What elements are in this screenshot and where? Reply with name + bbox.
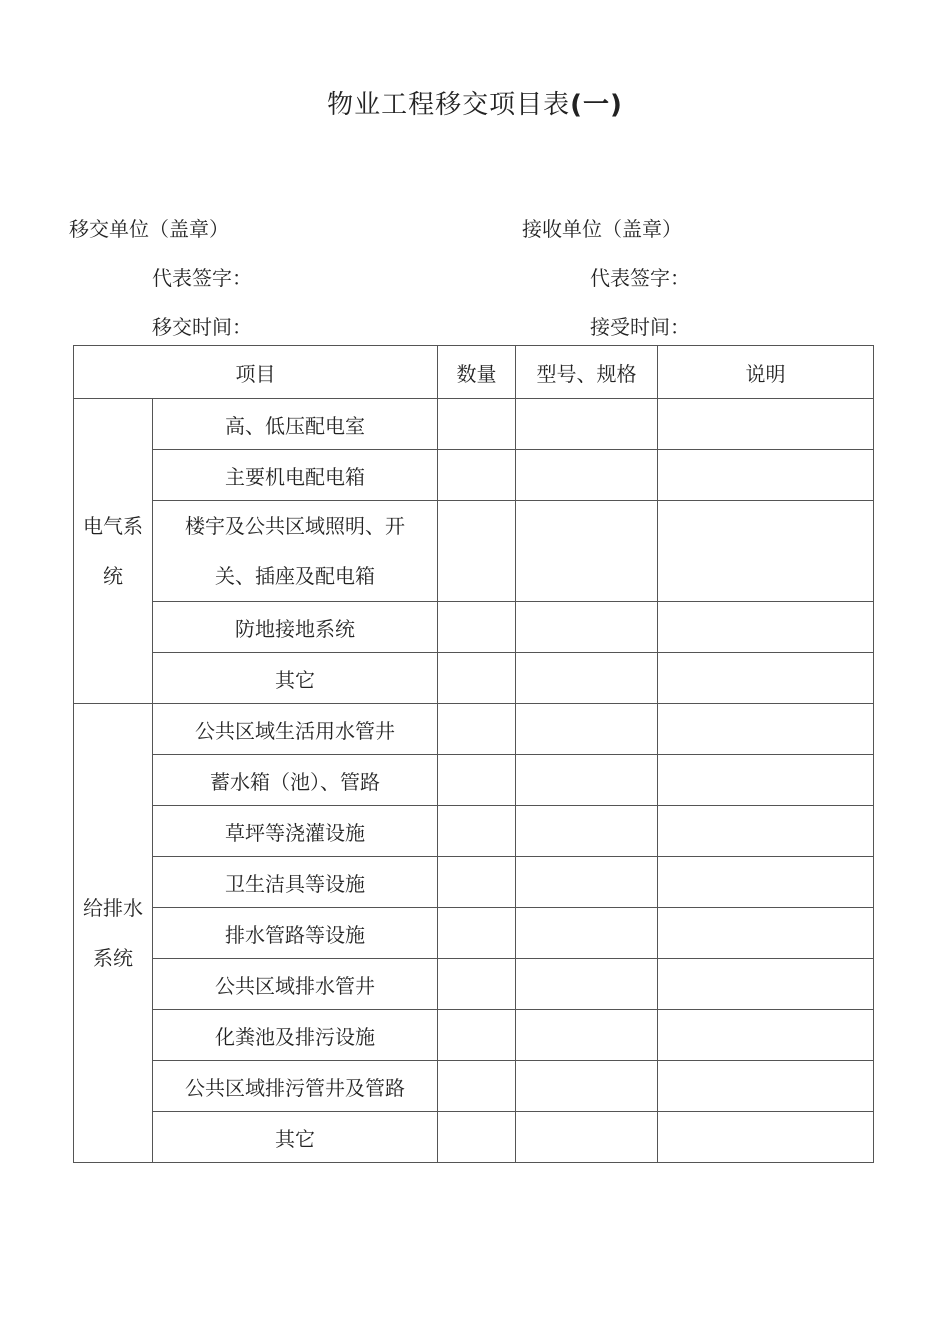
item-cell: 公共区域排污管井及管路: [153, 1061, 438, 1112]
model-cell[interactable]: [516, 602, 658, 653]
header-note: 说明: [658, 346, 874, 399]
item-cell: 防地接地系统: [153, 602, 438, 653]
quantity-cell[interactable]: [438, 908, 516, 959]
table-row: [74, 1010, 874, 1061]
model-cell[interactable]: [516, 1010, 658, 1061]
table-row: [74, 857, 874, 908]
header-quantity: 数量: [438, 346, 516, 399]
quantity-cell[interactable]: [438, 501, 516, 602]
handover-table: [73, 345, 874, 1163]
item-cell: [153, 501, 438, 602]
quantity-cell[interactable]: [438, 602, 516, 653]
quantity-cell[interactable]: [438, 1061, 516, 1112]
transfer-unit-label: 移交单位（盖章）: [69, 217, 229, 241]
item-cell: 草坪等浇灌设施: [153, 806, 438, 857]
quantity-cell[interactable]: [438, 653, 516, 704]
model-cell[interactable]: [516, 959, 658, 1010]
model-cell[interactable]: [516, 806, 658, 857]
category-line: 系统: [93, 946, 133, 970]
note-cell[interactable]: [658, 602, 874, 653]
table-row: [74, 1061, 874, 1112]
note-cell[interactable]: [658, 1010, 874, 1061]
quantity-cell[interactable]: [438, 857, 516, 908]
note-cell[interactable]: [658, 399, 874, 450]
transfer-signature-label: 代表签字：: [152, 266, 252, 290]
quantity-cell[interactable]: [438, 1112, 516, 1163]
model-cell[interactable]: [516, 704, 658, 755]
receive-unit-label: 接收单位（盖章）: [522, 217, 682, 241]
model-cell[interactable]: [516, 1112, 658, 1163]
item-cell: 卫生洁具等设施: [153, 857, 438, 908]
item-cell: 排水管路等设施: [153, 908, 438, 959]
table-header-row: [74, 346, 874, 399]
model-cell[interactable]: [516, 908, 658, 959]
table-row: [74, 602, 874, 653]
table-row: [74, 450, 874, 501]
category-electrical: [74, 399, 153, 704]
note-cell[interactable]: [658, 501, 874, 602]
header-item: 项目: [74, 346, 438, 399]
table-row: [74, 806, 874, 857]
table-row: [74, 908, 874, 959]
table-row: [74, 653, 874, 704]
note-cell[interactable]: [658, 1112, 874, 1163]
note-cell[interactable]: [658, 806, 874, 857]
note-cell[interactable]: [658, 857, 874, 908]
note-cell[interactable]: [658, 908, 874, 959]
model-cell[interactable]: [516, 857, 658, 908]
category-line: 电气系: [83, 514, 143, 538]
model-cell[interactable]: [516, 755, 658, 806]
item-cell: 蓄水箱（池）、管路: [153, 755, 438, 806]
quantity-cell[interactable]: [438, 1010, 516, 1061]
quantity-cell[interactable]: [438, 806, 516, 857]
quantity-cell[interactable]: [438, 399, 516, 450]
title-text: 物业工程移交项目表: [327, 90, 571, 120]
title-suffix: (一): [570, 90, 623, 120]
item-cell: 其它: [153, 1112, 438, 1163]
item-cell: 化粪池及排污设施: [153, 1010, 438, 1061]
item-cell: 其它: [153, 653, 438, 704]
receive-time-label: 接受时间：: [590, 315, 690, 339]
model-cell[interactable]: [516, 1061, 658, 1112]
category-line: 统: [103, 564, 123, 588]
model-cell[interactable]: [516, 501, 658, 602]
page-title: [0, 84, 950, 121]
item-line: 关、插座及配电箱: [215, 564, 375, 588]
model-cell[interactable]: [516, 653, 658, 704]
header-model: 型号、规格: [516, 346, 658, 399]
quantity-cell[interactable]: [438, 450, 516, 501]
item-cell: 公共区域排水管井: [153, 959, 438, 1010]
table-row: [74, 704, 874, 755]
table-row: [74, 399, 874, 450]
note-cell[interactable]: [658, 755, 874, 806]
item-line: 楼宇及公共区域照明、开: [185, 514, 405, 538]
table-row: [74, 501, 874, 602]
table-row: [74, 1112, 874, 1163]
note-cell[interactable]: [658, 653, 874, 704]
quantity-cell[interactable]: [438, 704, 516, 755]
model-cell[interactable]: [516, 450, 658, 501]
transfer-time-label: 移交时间：: [152, 315, 252, 339]
note-cell[interactable]: [658, 450, 874, 501]
item-cell: 公共区域生活用水管井: [153, 704, 438, 755]
category-water: [74, 704, 153, 1163]
quantity-cell[interactable]: [438, 755, 516, 806]
note-cell[interactable]: [658, 959, 874, 1010]
item-cell: 高、低压配电室: [153, 399, 438, 450]
note-cell[interactable]: [658, 1061, 874, 1112]
model-cell[interactable]: [516, 399, 658, 450]
receive-signature-label: 代表签字：: [590, 266, 690, 290]
item-cell: 主要机电配电箱: [153, 450, 438, 501]
note-cell[interactable]: [658, 704, 874, 755]
table-row: [74, 755, 874, 806]
table-row: [74, 959, 874, 1010]
quantity-cell[interactable]: [438, 959, 516, 1010]
category-line: 给排水: [83, 896, 143, 920]
